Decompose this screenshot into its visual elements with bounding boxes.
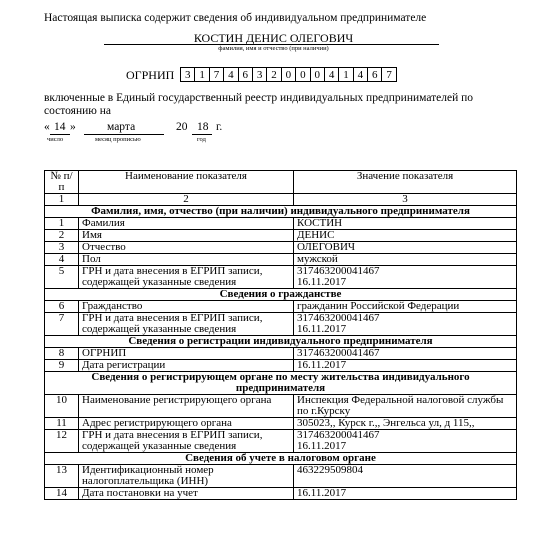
indicator-name: Адрес регистрирующего органа — [79, 418, 294, 430]
table-row — [45, 488, 517, 500]
table-row — [45, 430, 517, 453]
indicator-value: 305023,, Курск г.,, Энгельса ул, д 115,, — [294, 418, 517, 430]
indicator-value: Инспекция Федеральной налоговой службы по г.Курску — [294, 395, 517, 418]
table-row — [45, 348, 517, 360]
date-year-prefix: 20 — [176, 121, 188, 133]
row-number: 8 — [45, 348, 79, 360]
date-year-unit: г. — [216, 121, 223, 133]
row-number: 5 — [45, 266, 79, 289]
table-row — [45, 266, 517, 289]
section-title: Фамилия, имя, отчество (при наличии) индивидуального предпринимателя — [45, 206, 517, 218]
row-number: 11 — [45, 418, 79, 430]
table-row — [45, 313, 517, 336]
table-row — [45, 218, 517, 230]
section-title: Сведения о регистрирующем органе по месту жительства индивидуального предпринимателя — [45, 372, 517, 395]
column-number-2: 2 — [79, 194, 294, 206]
indicator-name: Пол — [79, 254, 294, 266]
ogrnip-label: ОГРНИП — [126, 68, 175, 82]
indicator-name: Имя — [79, 230, 294, 242]
date-day: 14 — [54, 121, 66, 133]
table-row — [45, 395, 517, 418]
indicator-name: ГРН и дата внесения в ЕГРИП записи, содержащей указанные сведения — [79, 313, 294, 336]
day-caption: число — [47, 136, 64, 143]
ogrnip-digit: 4 — [223, 67, 238, 82]
row-number: 2 — [45, 230, 79, 242]
ogrnip-digit: 4 — [324, 67, 339, 82]
table-row — [45, 254, 517, 266]
section-title: Сведения о гражданстве — [45, 289, 517, 301]
row-number: 7 — [45, 313, 79, 336]
name-caption: фамилия, имя и отчество (при наличии) — [218, 45, 329, 52]
indicator-value: 317463200041467 16.11.2017 — [294, 313, 517, 336]
row-number: 13 — [45, 465, 79, 488]
indicator-name: Идентификационный номер налогоплательщика (ИНН) — [79, 465, 294, 488]
row-number: 6 — [45, 301, 79, 313]
ogrnip-digit: 7 — [209, 67, 224, 82]
table-row — [45, 465, 517, 488]
row-number: 12 — [45, 430, 79, 453]
ogrnip-digit: 2 — [266, 67, 281, 82]
row-number: 10 — [45, 395, 79, 418]
indicator-value: 317463200041467 — [294, 348, 517, 360]
indicator-name: Дата постановки на учет — [79, 488, 294, 500]
ogrnip-digit-boxes — [180, 67, 396, 82]
table-column-numbers-row — [45, 194, 517, 206]
header-cell-value: Значение показателя — [294, 171, 517, 194]
section-title: Сведения об учете в налоговом органе — [45, 453, 517, 465]
table-header-row — [45, 171, 517, 194]
table-row — [45, 230, 517, 242]
table-section-row — [45, 372, 517, 395]
indicator-value: 317463200041467 16.11.2017 — [294, 430, 517, 453]
table-section-row — [45, 453, 517, 465]
indicator-name: ГРН и дата внесения в ЕГРИП записи, содержащей указанные сведения — [79, 266, 294, 289]
table-row — [45, 418, 517, 430]
indicator-value: мужской — [294, 254, 517, 266]
date-year-suffix: 18 — [197, 121, 209, 133]
table-row — [45, 301, 517, 313]
indicator-value: ДЕНИС — [294, 230, 517, 242]
intro-text: Настоящая выписка содержит сведения об индивидуальном предпринимателе — [44, 12, 427, 24]
month-caption: месяц прописью — [95, 136, 141, 143]
ogrnip-digit: 0 — [295, 67, 310, 82]
indicator-value: 16.11.2017 — [294, 360, 517, 372]
indicator-value: гражданин Российской Федерации — [294, 301, 517, 313]
ogrnip-digit: 6 — [367, 67, 382, 82]
ogrnip-digit: 3 — [252, 67, 267, 82]
indicator-name: ГРН и дата внесения в ЕГРИП записи, содержащей указанные сведения — [79, 430, 294, 453]
header-cell-number: № п/п — [45, 171, 79, 194]
indicator-name: Фамилия — [79, 218, 294, 230]
table-section-row — [45, 289, 517, 301]
row-number: 14 — [45, 488, 79, 500]
indicator-value: 317463200041467 16.11.2017 — [294, 266, 517, 289]
ogrnip-digit: 3 — [180, 67, 195, 82]
year-underline — [192, 134, 212, 135]
table-row — [45, 242, 517, 254]
indicator-name: Наименование регистрирующего органа — [79, 395, 294, 418]
month-underline — [84, 134, 164, 135]
person-name: КОСТИН ДЕНИС ОЛЕГОВИЧ — [193, 31, 354, 45]
row-number: 4 — [45, 254, 79, 266]
indicator-name: Гражданство — [79, 301, 294, 313]
ogrnip-digit: 1 — [194, 67, 209, 82]
row-number: 9 — [45, 360, 79, 372]
column-number-3: 3 — [294, 194, 517, 206]
row-number: 1 — [45, 218, 79, 230]
register-table — [44, 170, 517, 500]
column-number-1: 1 — [45, 194, 79, 206]
table-row — [45, 360, 517, 372]
date-open-quote: « — [44, 121, 50, 133]
date-close-quote: » — [70, 121, 76, 133]
indicator-value: ОЛЕГОВИЧ — [294, 242, 517, 254]
ogrnip-digit: 0 — [310, 67, 325, 82]
included-text: включенные в Единый государственный реестр индивидуальных предпринимателей по состоянию на — [44, 92, 474, 117]
row-number: 3 — [45, 242, 79, 254]
header-cell-name: Наименование показателя — [79, 171, 294, 194]
ogrnip-digit: 6 — [238, 67, 253, 82]
table-section-row — [45, 336, 517, 348]
ogrnip-digit: 7 — [381, 67, 396, 82]
date-month: марта — [107, 121, 136, 133]
ogrnip-digit: 4 — [353, 67, 368, 82]
indicator-name: ОГРНИП — [79, 348, 294, 360]
section-title: Сведения о регистрации индивидуального предпринимателя — [45, 336, 517, 348]
ogrnip-digit: 1 — [338, 67, 353, 82]
ogrnip-digit: 0 — [281, 67, 296, 82]
indicator-value: КОСТИН — [294, 218, 517, 230]
table-section-row — [45, 206, 517, 218]
indicator-value: 463229509804 — [294, 465, 517, 488]
year-caption: год — [197, 136, 206, 143]
indicator-name: Отчество — [79, 242, 294, 254]
indicator-name: Дата регистрации — [79, 360, 294, 372]
day-underline — [50, 134, 70, 135]
indicator-value: 16.11.2017 — [294, 488, 517, 500]
